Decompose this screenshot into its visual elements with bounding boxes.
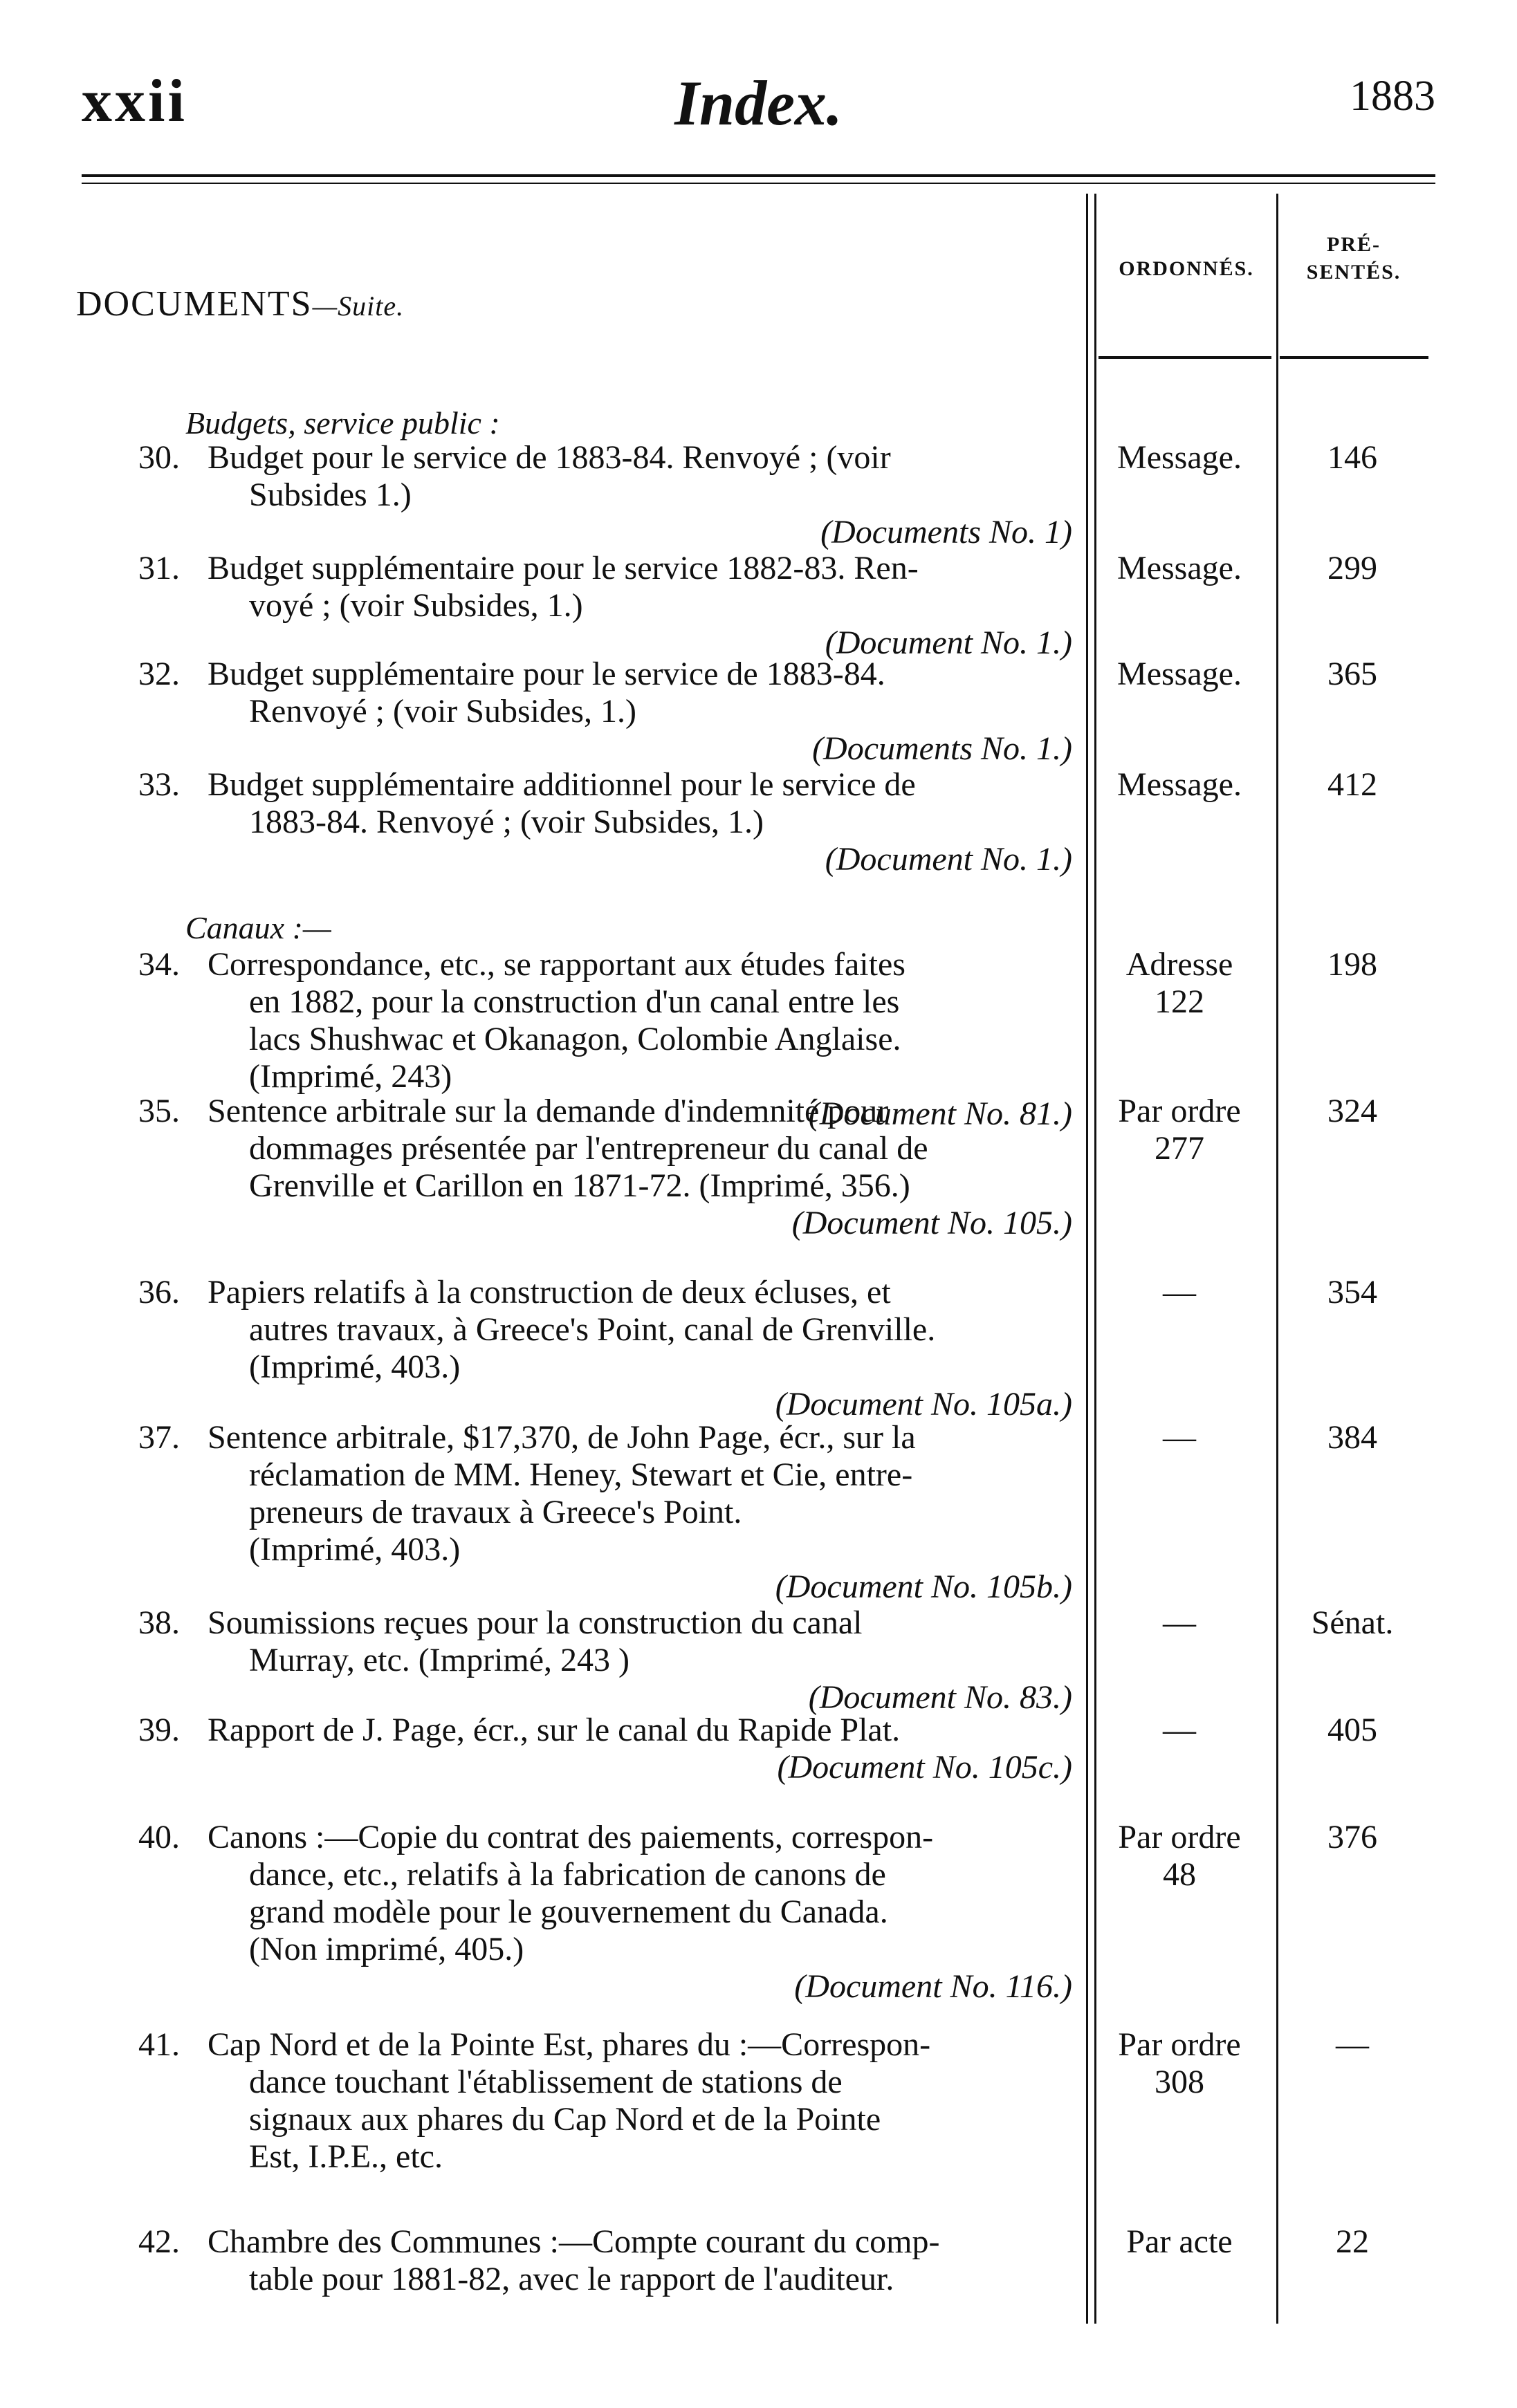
column-header-ordered: ORDONNÉS. — [1119, 257, 1254, 280]
entry-ordered — [1090, 2223, 1269, 2261]
index-entry — [138, 1819, 1072, 2006]
entry-number: 40. — [138, 1819, 180, 1855]
index-entry — [138, 766, 1072, 878]
entry-reference: (Document No. 1.) — [825, 841, 1072, 878]
entry-line: Subsides 1.) — [249, 476, 412, 513]
entry-presented: 22 — [1336, 2223, 1369, 2260]
entry-number: 30. — [138, 439, 180, 476]
entry-line: lacs Shushwac et Okanagon, Colombie Anglaise. — [249, 1021, 901, 1057]
entry-line: voyé ; (voir Subsides, 1.) — [249, 587, 583, 624]
entry-presented: 405 — [1327, 1712, 1377, 1748]
entry-text — [208, 1604, 1072, 1716]
entry-line: preneurs de travaux à Greece's Point. — [249, 1494, 742, 1530]
index-entry — [138, 439, 1072, 551]
entry-line: Budget supplémentaire additionnel pour le service de — [208, 766, 916, 803]
entry-text — [208, 766, 1072, 878]
entry-ordered — [1090, 1274, 1269, 1311]
entry-line: signaux aux phares du Cap Nord et de la Pointe — [249, 2101, 881, 2138]
entry-ordered — [1090, 2026, 1269, 2101]
index-entry — [138, 656, 1072, 768]
entry-presented: 376 — [1327, 1819, 1377, 1855]
entry-text — [208, 1419, 1072, 1606]
page-title: Index. — [674, 68, 843, 138]
entry-presented: 354 — [1327, 1274, 1377, 1310]
index-entry — [138, 550, 1072, 662]
entry-line: Budget pour le service de 1883-84. Renvoyé ; (voir — [208, 439, 891, 476]
entry-number: 42. — [138, 2223, 180, 2260]
entry-ordered — [1090, 946, 1269, 1021]
entry-text — [208, 1274, 1072, 1423]
section-name: DOCUMENTS — [76, 284, 313, 324]
ordered-value: 48 — [1163, 1856, 1196, 1893]
entry-ordered — [1090, 1093, 1269, 1167]
entry-reference: (Document No. 83.) — [808, 1679, 1072, 1716]
entry-line: Murray, etc. (Imprimé, 243 ) — [249, 1642, 630, 1678]
entry-line: Est, I.P.E., etc. — [249, 2138, 443, 2175]
entry-line: dance touchant l'établissement de stations de — [249, 2064, 843, 2100]
index-entry — [138, 1712, 1072, 1786]
entry-line: réclamation de MM. Heney, Stewart et Cie, entre- — [249, 1456, 913, 1493]
entry-presented: 365 — [1327, 656, 1377, 692]
entry-line: dommages présentée par l'entrepreneur du canal de — [249, 1130, 928, 1167]
entry-number: 35. — [138, 1093, 180, 1129]
column-header-rule-2 — [1280, 356, 1428, 359]
entry-presented: 299 — [1327, 550, 1377, 586]
entry-text — [208, 1712, 1072, 1786]
entry-line: Canons :—Copie du contrat des paiements, correspon- — [208, 1819, 934, 1855]
header-rule — [82, 174, 1435, 177]
ordered-value: — — [1163, 1274, 1196, 1310]
page-number: xxii — [82, 68, 187, 135]
index-entry — [138, 1274, 1072, 1423]
entry-number: 31. — [138, 550, 180, 586]
entry-text — [208, 439, 1072, 551]
column-header-presented-line2: SENTÉS. — [1306, 261, 1401, 284]
entry-line: Papiers relatifs à la construction de deux écluses, et — [208, 1274, 891, 1310]
entry-reference: (Document No. 116.) — [794, 1968, 1072, 2005]
column-divider-right — [1276, 194, 1278, 2324]
index-entry — [138, 1604, 1072, 1716]
entry-line: Correspondance, etc., se rapportant aux études faites — [208, 946, 905, 983]
entry-text — [208, 550, 1072, 662]
ordered-value: 122 — [1155, 983, 1204, 1020]
entry-presented: 198 — [1327, 946, 1377, 983]
entry-reference: (Documents No. 1) — [820, 514, 1072, 550]
entry-line: Grenville et Carillon en 1871-72. (Imprimé, 356.) — [249, 1167, 910, 1204]
entry-line: Renvoyé ; (voir Subsides, 1.) — [249, 693, 636, 730]
index-entry — [138, 2223, 1072, 2298]
entry-line: Rapport de J. Page, écr., sur le canal du Rapide Plat. — [208, 1712, 901, 1748]
section-suffix: —Suite. — [312, 290, 405, 322]
ordered-value: Par ordre — [1118, 2026, 1241, 2063]
entry-line: Soumissions reçues pour la construction du canal — [208, 1604, 863, 1641]
ordered-value: 308 — [1155, 2064, 1204, 2100]
entry-number: 37. — [138, 1419, 180, 1456]
ordered-value: Par acte — [1126, 2223, 1233, 2260]
entry-presented: 384 — [1327, 1419, 1377, 1456]
column-header-rule — [1098, 356, 1271, 359]
entry-presented: Sénat. — [1311, 1604, 1394, 1641]
entry-reference: (Document No. 105a.) — [775, 1386, 1072, 1423]
entry-number: 32. — [138, 656, 180, 692]
subheading-canaux: Canaux :— — [185, 910, 331, 945]
entry-line: table pour 1881-82, avec le rapport de l'auditeur. — [249, 2261, 894, 2297]
ordered-value: Adresse — [1125, 946, 1233, 983]
entry-reference: (Document No. 105.) — [791, 1205, 1072, 1241]
entry-line: Sentence arbitrale, $17,370, de John Page, écr., sur la — [208, 1419, 916, 1456]
entry-line: (Imprimé, 243) — [249, 1058, 452, 1095]
entry-text — [208, 2026, 1072, 2176]
entry-reference: (Document No. 105c.) — [777, 1749, 1072, 1786]
entry-line: en 1882, pour la construction d'un canal entre les — [249, 983, 900, 1020]
entry-ordered — [1090, 439, 1269, 476]
entry-ordered — [1090, 550, 1269, 587]
entry-presented: 324 — [1327, 1093, 1377, 1129]
entry-reference: (Document No. 1.) — [825, 624, 1072, 661]
page-header — [82, 66, 1435, 142]
entry-ordered — [1090, 766, 1269, 804]
entry-ordered — [1090, 1604, 1269, 1642]
entry-text — [208, 1093, 1072, 1242]
entry-number: 38. — [138, 1604, 180, 1641]
column-header-presented-line1: PRÉ- — [1327, 233, 1381, 256]
entry-ordered — [1090, 1712, 1269, 1749]
index-entry — [138, 1419, 1072, 1606]
entry-line: Budget supplémentaire pour le service 1882-83. Ren- — [208, 550, 919, 586]
index-entry — [138, 2026, 1072, 2176]
ordered-value: — — [1163, 1419, 1196, 1456]
ordered-value: Par ordre — [1118, 1819, 1241, 1855]
entry-line: Budget supplémentaire pour le service de 1883-84. — [208, 656, 885, 692]
entry-line: Cap Nord et de la Pointe Est, phares du :—Correspon- — [208, 2026, 931, 2063]
entry-line: (Non imprimé, 405.) — [249, 1931, 524, 1967]
column-divider-left-inner — [1094, 194, 1096, 2324]
entry-ordered — [1090, 656, 1269, 693]
section-title — [76, 284, 404, 324]
ordered-value: — — [1163, 1712, 1196, 1748]
entry-number: 34. — [138, 946, 180, 983]
entry-line: autres travaux, à Greece's Point, canal de Grenville. — [249, 1311, 936, 1348]
entry-reference: (Document No. 105b.) — [775, 1568, 1072, 1605]
entry-ordered — [1090, 1819, 1269, 1893]
ordered-value: Par ordre — [1118, 1093, 1241, 1129]
entry-text — [208, 2223, 1072, 2298]
column-divider-left — [1086, 194, 1088, 2324]
entry-line: Chambre des Communes :—Compte courant du comp- — [208, 2223, 940, 2260]
entry-number: 36. — [138, 1274, 180, 1310]
ordered-value: Message. — [1117, 656, 1242, 692]
entry-reference: (Document No. 81.) — [808, 1095, 1072, 1132]
subheading-budgets: Budgets, service public : — [185, 405, 500, 441]
entry-presented: 146 — [1327, 439, 1377, 476]
entry-number: 39. — [138, 1712, 180, 1748]
entry-presented: 412 — [1327, 766, 1377, 803]
header-rule-thin — [82, 183, 1435, 184]
entry-text — [208, 1819, 1072, 2006]
entry-text — [208, 656, 1072, 768]
entry-line: dance, etc., relatifs à la fabrication de canons de — [249, 1856, 886, 1893]
ordered-value: Message. — [1117, 439, 1242, 476]
ordered-value: 277 — [1155, 1130, 1204, 1167]
entry-number: 33. — [138, 766, 180, 803]
ordered-value: — — [1163, 1604, 1196, 1641]
entry-line: (Imprimé, 403.) — [249, 1349, 461, 1385]
entry-line: 1883-84. Renvoyé ; (voir Subsides, 1.) — [249, 804, 764, 840]
index-entry — [138, 1093, 1072, 1242]
ordered-value: Message. — [1117, 550, 1242, 586]
entry-line: grand modèle pour le gouvernement du Canada. — [249, 1893, 888, 1930]
entry-number: 41. — [138, 2026, 180, 2063]
entry-ordered — [1090, 1419, 1269, 1456]
entry-reference: (Documents No. 1.) — [812, 730, 1072, 767]
ordered-value: Message. — [1117, 766, 1242, 803]
entry-presented: — — [1336, 2026, 1369, 2063]
year: 1883 — [1350, 73, 1435, 120]
entry-line: Sentence arbitrale sur la demande d'indemnité pour — [208, 1093, 889, 1129]
column-header-presented — [1281, 231, 1426, 286]
entry-line: (Imprimé, 403.) — [249, 1531, 461, 1568]
